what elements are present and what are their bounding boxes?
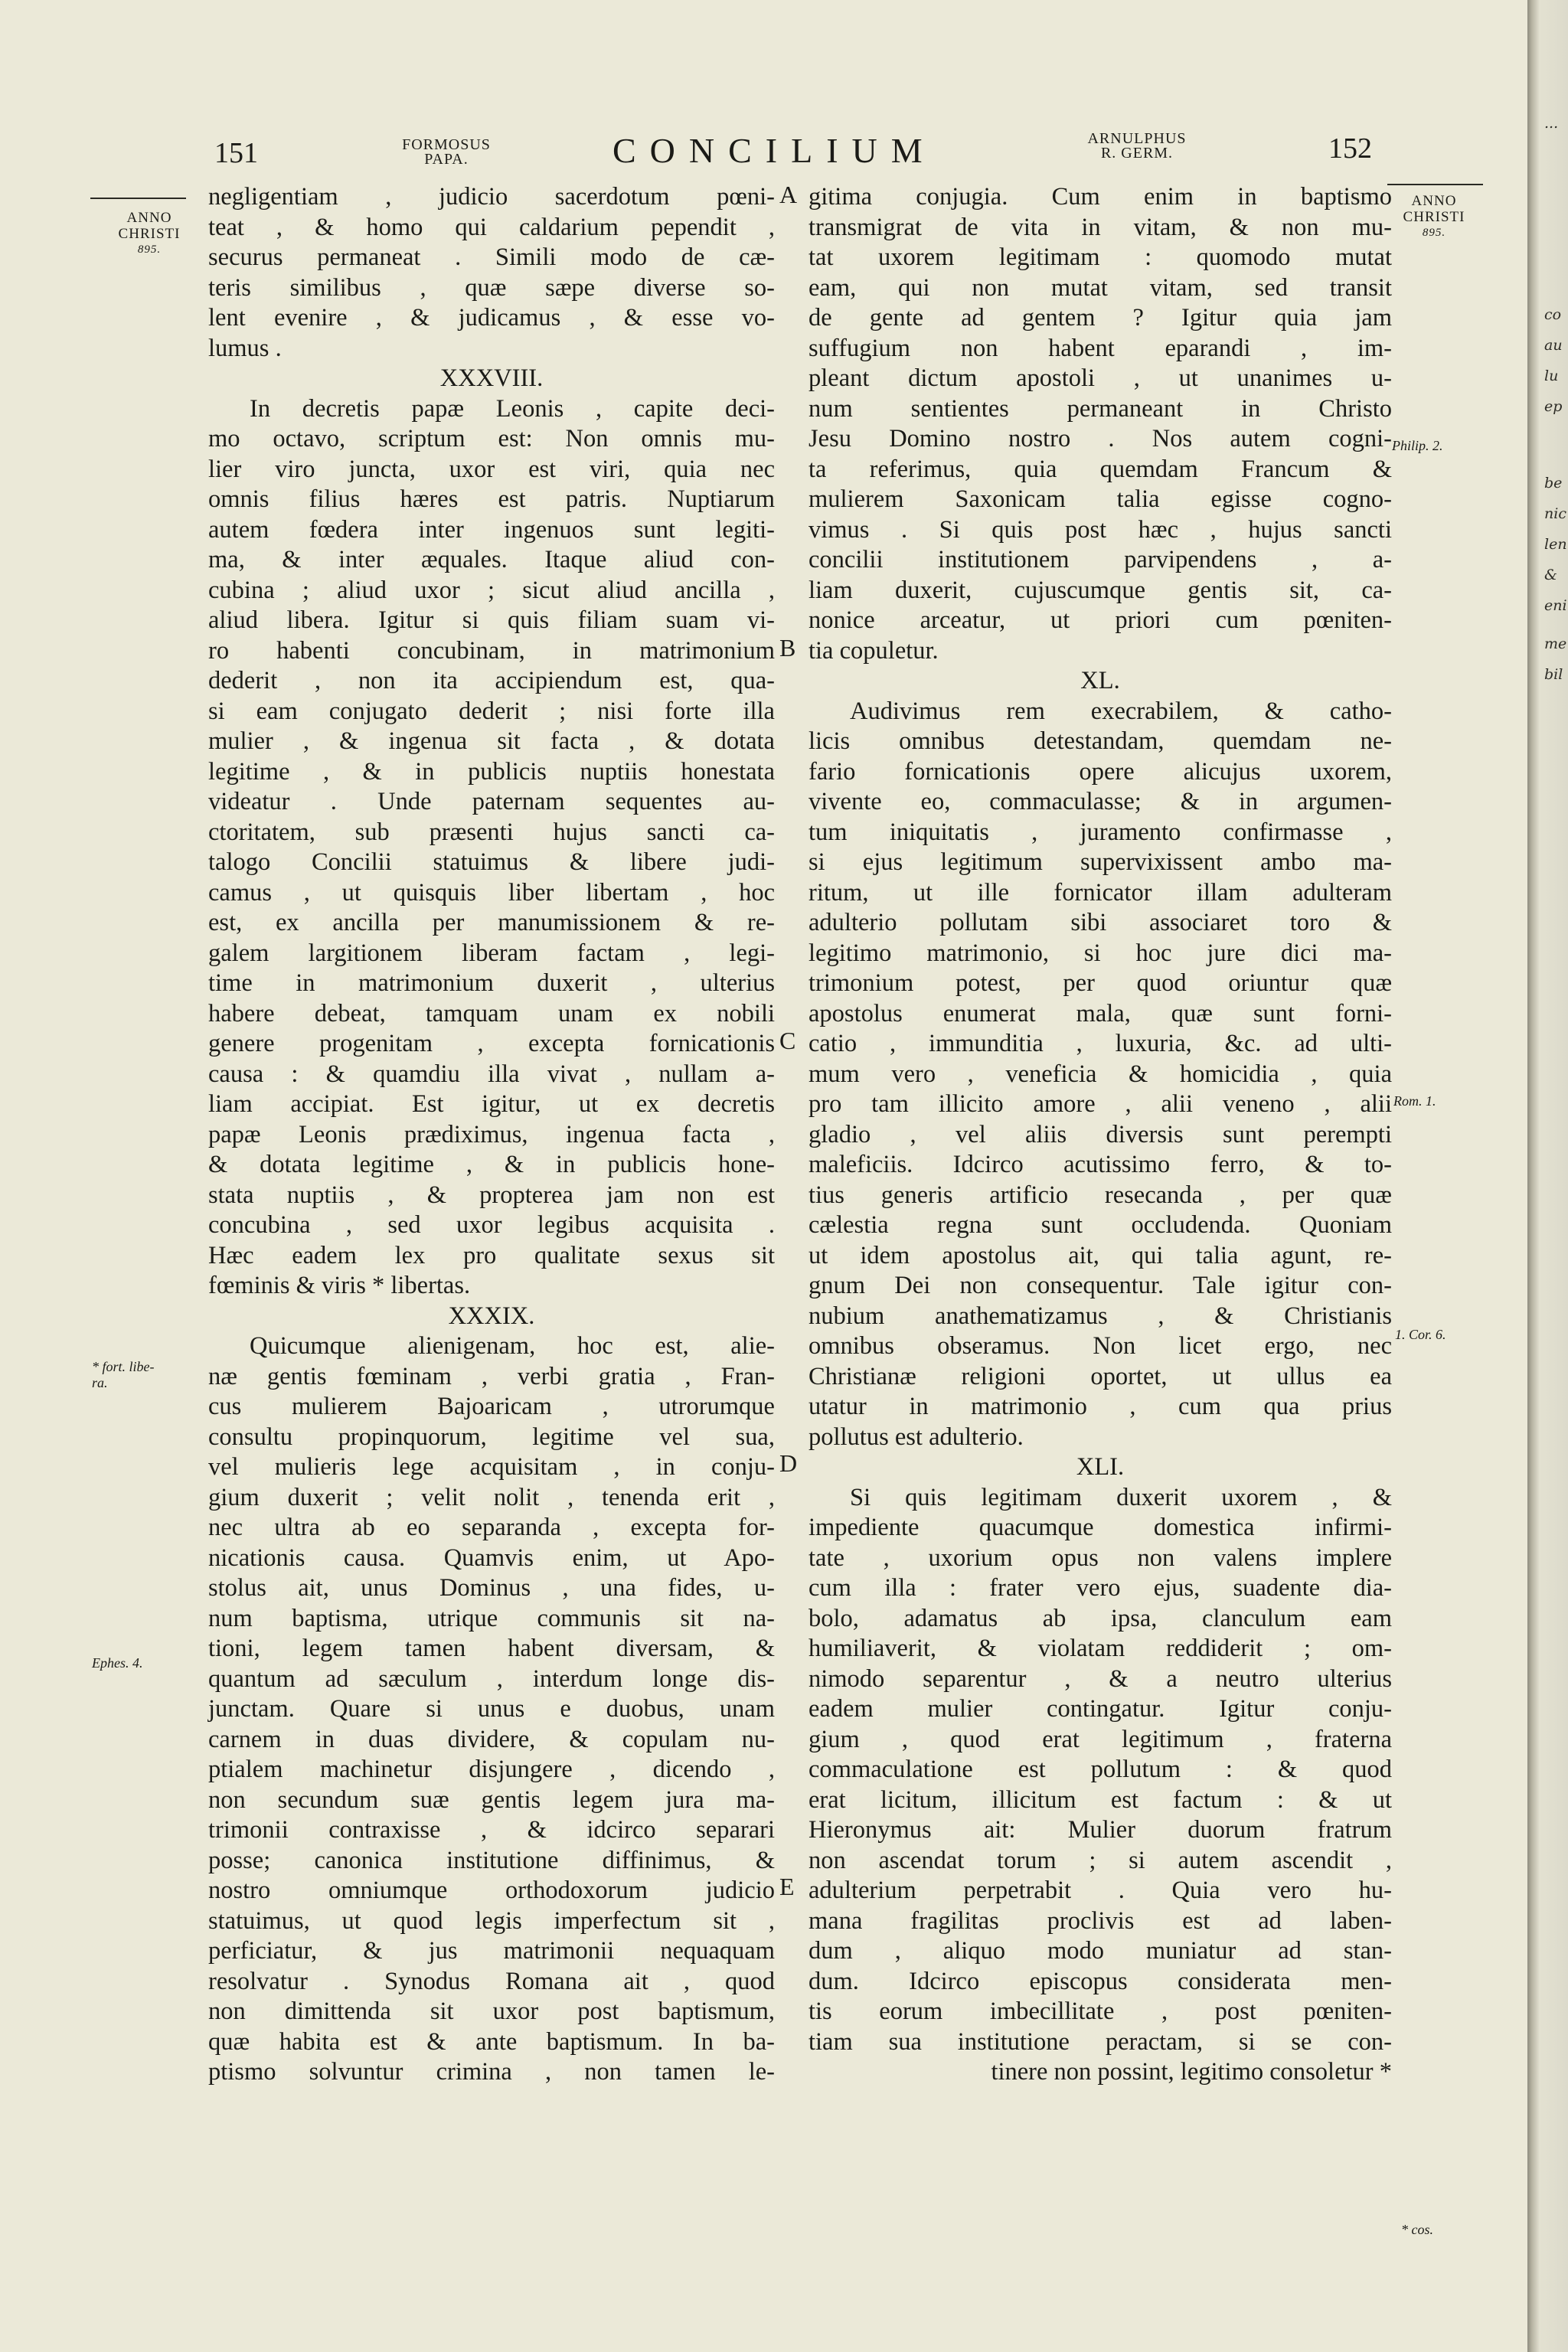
right-line: tis eorum imbecillitate , post pœniten- xyxy=(808,1998,1392,2025)
right-line: si ejus legitimum supervixissent ambo ma- xyxy=(808,848,1392,876)
right-line: adulterio pollutam sibi associaret toro & xyxy=(808,909,1392,936)
left-line: & dotata legitime , & in publicis hone- xyxy=(208,1151,775,1178)
edge-fragment: lu xyxy=(1544,368,1559,384)
left-anno-label: ANNO xyxy=(126,210,172,226)
left-line: securus permaneat . Simili modo de cæ- xyxy=(208,243,775,271)
right-page-number: 152 xyxy=(1328,132,1372,165)
chapter-heading-xxxix: XXXIX. xyxy=(448,1302,535,1330)
right-line: gnum Dei non consequentur. Tale igitur con- xyxy=(808,1272,1392,1299)
left-line: non dimittenda sit uxor post baptismum, xyxy=(208,1998,775,2025)
left-line: si eam conjugato dederit ; nisi forte illa xyxy=(208,697,775,725)
left-line: ctoritatem, sub præsenti hujus sancti ca- xyxy=(208,818,775,846)
section-letter-d: D xyxy=(779,1449,798,1477)
left-line: tioni, legem tamen habent diversam, & xyxy=(208,1635,775,1662)
left-line: mo octavo, scriptum est: Non omnis mu- xyxy=(208,425,775,452)
right-line: adulterium perpetrabit . Quia vero hu- xyxy=(808,1877,1392,1904)
section-letter-b: B xyxy=(779,634,796,662)
right-line: Audivimus rem execrabilem, & catho- xyxy=(850,697,1392,725)
right-line: liam duxerit, cujuscumque gentis sit, ca- xyxy=(808,576,1392,604)
edge-fragment: bil xyxy=(1544,666,1563,683)
left-note-fort xyxy=(92,1359,155,1391)
right-margin-rule xyxy=(1387,184,1483,185)
left-line: næ gentis fœminam , verbi gratia , Fran- xyxy=(208,1362,775,1390)
right-runner-line-1: ARNULPHUS xyxy=(1087,130,1187,147)
right-note-cor: 1. Cor. 6. xyxy=(1395,1327,1446,1342)
catchword: tinere non possint, legitimo consoletur * xyxy=(991,2058,1392,2086)
right-christi-label: CHRISTI xyxy=(1403,209,1465,225)
left-line: posse; canonica institutione diffinimus, & xyxy=(208,1846,775,1874)
left-line: carnem in duas dividere, & copulam nu- xyxy=(208,1725,775,1753)
left-line: vel mulieris lege acquisitam , in conju- xyxy=(208,1453,775,1481)
left-line: cus mulierem Bajoaricam , utrorumque xyxy=(208,1393,775,1420)
left-line: nicationis causa. Quamvis enim, ut Apo- xyxy=(208,1544,775,1572)
left-line: ma, & inter æquales. Itaque aliud con- xyxy=(208,546,775,573)
edge-fragment: eni xyxy=(1544,597,1567,614)
right-line: tate , uxorium opus non valens implere xyxy=(808,1544,1392,1572)
left-note-fort-line-2: ra. xyxy=(92,1375,108,1390)
right-line: de gente ad gentem ? Igitur quia jam xyxy=(808,304,1392,332)
left-line: nostro omniumque orthodoxorum judicio xyxy=(208,1877,775,1904)
right-line: eam, qui non mutat vitam, sed transit xyxy=(808,273,1392,302)
right-year: 895. xyxy=(1422,227,1446,239)
left-line: camus , ut quisquis liber libertam , hoc xyxy=(208,878,775,906)
right-line: suffugium non habent eparandi , im- xyxy=(808,334,1392,362)
right-line: tius generis artificio resecanda , per quæ xyxy=(808,1181,1392,1209)
edge-fragment: ep xyxy=(1544,398,1563,415)
left-line: gium duxerit ; velit nolit , tenenda erit , xyxy=(208,1483,775,1511)
left-line: teris similibus , quæ sæpe diverse so- xyxy=(208,273,775,302)
left-note-fort-line-1: * fort. libe- xyxy=(92,1359,155,1374)
right-line: impediente quacumque domestica infirmi- xyxy=(808,1514,1392,1541)
right-line: fario fornicationis opere alicujus uxorem, xyxy=(808,757,1392,786)
left-line: autem fœdera inter ingenuos sunt legiti- xyxy=(208,515,775,544)
left-line: Quicumque alienigenam, hoc est, alie- xyxy=(250,1332,775,1360)
left-line: perficiatur, & jus matrimonii nequaquam xyxy=(208,1937,775,1965)
right-line: cum illa : frater vero ejus, suadente dia- xyxy=(808,1574,1392,1602)
right-line: mum vero , veneficia & homicidia , quia xyxy=(808,1060,1392,1088)
left-line: galem largitionem liberam factam , legi- xyxy=(208,939,775,967)
right-line: ta referimus, quia quemdam Francum & xyxy=(808,455,1392,483)
left-year: 895. xyxy=(137,243,162,256)
left-line: concubina , sed uxor legibus acquisita . xyxy=(208,1211,775,1239)
left-line: negligentiam , judicio sacerdotum pœni- xyxy=(208,183,775,211)
left-line: stolus ait, unus Dominus , una fides, u- xyxy=(208,1574,775,1602)
right-note-rom: Rom. 1. xyxy=(1393,1093,1436,1109)
left-line: genere progenitam , excepta fornicationis xyxy=(208,1030,775,1057)
edge-fragment: au xyxy=(1544,337,1563,354)
right-line: erat licitum, illicitum est factum : & ut xyxy=(808,1785,1392,1814)
right-line: mana fragilitas proclivis est ad laben- xyxy=(808,1906,1392,1935)
right-line: nubium anathematizamus , & Christianis xyxy=(808,1302,1392,1330)
right-line: nonice arceatur, ut priori cum pœniten- xyxy=(808,606,1392,634)
left-line: legitime , & in publicis nuptiis honestata xyxy=(208,757,775,786)
left-margin-rule xyxy=(90,198,186,199)
right-line: transmigrat de vita in vitam, & non mu- xyxy=(808,213,1392,241)
left-line: non secundum suæ gentis legem jura ma- xyxy=(208,1785,775,1814)
left-note-ephes: Ephes. 4. xyxy=(92,1655,143,1671)
right-line: utatur in matrimonio , cum qua prius xyxy=(808,1393,1392,1420)
right-line: concilii institutionem parvipendens , a- xyxy=(808,546,1392,573)
left-line: causa : & quamdiu illa vivat , nullam a- xyxy=(208,1060,775,1088)
left-line: trimonii contraxisse , & idcirco separari xyxy=(208,1816,775,1844)
edge-fragment: be xyxy=(1544,475,1563,492)
right-line: Christianæ religioni oportet, ut ullus ea xyxy=(808,1362,1392,1390)
left-page-number: 151 xyxy=(214,137,258,169)
right-line: vivente eo, commaculasse; & in argumen- xyxy=(808,788,1392,815)
right-line: mulierem Saxonicam talia egisse cogno- xyxy=(808,485,1392,513)
right-line: omnibus obseramus. Non licet ergo, nec xyxy=(808,1332,1392,1360)
edge-fragment: len xyxy=(1544,536,1567,553)
left-line: aliud libera. Igitur si quis filiam suam vi- xyxy=(208,606,775,634)
right-line: bolo, adamatus ab ipsa, clanculum eam xyxy=(808,1604,1392,1632)
left-line: num baptisma, utrique communis sit na- xyxy=(208,1604,775,1632)
chapter-heading-xli: XLI. xyxy=(1076,1453,1125,1481)
right-anno-label: ANNO xyxy=(1411,193,1457,209)
right-line: Si quis legitimam duxerit uxorem , & xyxy=(850,1483,1392,1511)
left-line: statuimus, ut quod legis imperfectum sit , xyxy=(208,1906,775,1935)
left-line: dederit , non ita accipiendum est, qua- xyxy=(208,667,775,694)
left-running-head xyxy=(381,138,511,167)
right-line: Hieronymus ait: Mulier duorum fratrum xyxy=(808,1816,1392,1844)
right-line: apostolus enumerat mala, quæ sunt forni- xyxy=(808,999,1392,1027)
right-line: nimodo separentur , & a neutro ulterius xyxy=(808,1664,1392,1693)
left-line: habere debeat, tamquam unam ex nobili xyxy=(208,999,775,1027)
right-line: maleficiis. Idcirco acutissimo ferro, & to- xyxy=(808,1151,1392,1178)
right-line: catio , immunditia , luxuria, &c. ad ulti- xyxy=(808,1030,1392,1057)
left-line: omnis filius hæres est patris. Nuptiarum xyxy=(208,485,775,513)
left-line: Hæc eadem lex pro qualitate sexus sit xyxy=(208,1241,775,1269)
left-line: consultu propinquorum, legitime vel sua, xyxy=(208,1423,775,1451)
left-line: ptismo solvuntur crimina , non tamen le- xyxy=(208,2058,775,2086)
right-line: legitimo matrimonio, si hoc jure dici ma- xyxy=(808,939,1392,967)
right-running-head xyxy=(1064,132,1210,161)
right-line: non ascendat torum ; si autem ascendit , xyxy=(808,1846,1392,1874)
right-line: pro tam illicito amore , alii veneno , alii xyxy=(808,1090,1392,1118)
right-line: pleant dictum apostoli , ut unanimes u- xyxy=(808,364,1392,392)
edge-fragment: me xyxy=(1544,635,1567,652)
right-line: cælestia regna sunt occludenda. Quoniam xyxy=(808,1211,1392,1239)
left-anno-christi xyxy=(107,210,191,258)
edge-fragment: nic xyxy=(1544,505,1566,522)
left-line: lier viro juncta, uxor est viri, quia nec xyxy=(208,455,775,483)
right-line: num sentientes permaneant in Christo xyxy=(808,394,1392,423)
left-line: stata nuptiis , & propterea jam non est xyxy=(208,1181,775,1209)
facing-page-edge xyxy=(1527,0,1568,2352)
left-line: quantum ad sæculum , interdum longe dis- xyxy=(208,1664,775,1693)
left-line: resolvatur . Synodus Romana ait , quod xyxy=(208,1967,775,1995)
left-line: nec ultra ab eo separanda , excepta for- xyxy=(208,1514,775,1541)
right-line: vimus . Si quis post hæc , hujus sancti xyxy=(808,515,1392,544)
right-line: licis omnibus detestandam, quemdam ne- xyxy=(808,727,1392,755)
right-runner-line-2: R. GERM. xyxy=(1100,145,1174,162)
page-title: CONCILIUM xyxy=(612,131,936,170)
right-line: tiam sua institutione peractam, si se con- xyxy=(808,2027,1392,2056)
right-line: eadem mulier contingatur. Igitur conju- xyxy=(808,1695,1392,1723)
left-runner-line-2: PAPA. xyxy=(424,151,469,168)
left-line: cubina ; aliud uxor ; sicut aliud ancilla , xyxy=(208,576,775,604)
right-line: dum. Idcirco episcopus considerata men- xyxy=(808,1967,1392,1995)
left-line: videatur . Unde paternam sequentes au- xyxy=(208,788,775,815)
left-line: lent evenire , & judicamus , & esse vo- xyxy=(208,304,775,332)
left-line: quæ habita est & ante baptismum. In ba- xyxy=(208,2027,775,2056)
right-note-cos: * cos. xyxy=(1401,2222,1433,2237)
left-line: ro habenti concubinam, in matrimonium xyxy=(208,636,775,665)
left-christi-label: CHRISTI xyxy=(118,226,181,242)
left-line: time in matrimonium duxerit , ulterius xyxy=(208,969,775,997)
left-line: liam accipiat. Est igitur, ut ex decretis xyxy=(208,1090,775,1118)
right-note-philip: Philip. 2. xyxy=(1392,438,1443,453)
chapter-heading-xxxviii: XXXVIII. xyxy=(439,364,544,392)
section-letter-e: E xyxy=(779,1873,795,1900)
left-line: papæ Leonis prædiximus, ingenua facta , xyxy=(208,1120,775,1148)
left-line: talogo Concilii statuimus & libere judi- xyxy=(208,848,775,876)
section-letter-c: C xyxy=(779,1027,796,1054)
section-letter-a: A xyxy=(779,181,798,208)
left-line: junctam. Quare si unus e duobus, unam xyxy=(208,1695,775,1723)
right-line: tia copuletur. xyxy=(808,636,939,665)
edge-fragment: & xyxy=(1544,567,1557,583)
right-line: Jesu Domino nostro . Nos autem cogni- xyxy=(808,425,1392,452)
right-line: commaculatione est pollutum : & quod xyxy=(808,1756,1392,1783)
left-line: fœminis & viris * libertas. xyxy=(208,1272,471,1299)
right-line: gitima conjugia. Cum enim in baptismo xyxy=(808,183,1392,211)
right-line: tat uxorem legitimam : quomodo mutat xyxy=(808,243,1392,271)
left-line: est, ex ancilla per manumissionem & re- xyxy=(208,909,775,936)
right-line: gladio , vel aliis diversis sunt perempti xyxy=(808,1120,1392,1148)
right-line: tum iniquitatis , juramento confirmasse , xyxy=(808,818,1392,846)
left-line: mulier , & ingenua sit facta , & dotata xyxy=(208,727,775,755)
right-line: dum , aliquo modo muniatur ad stan- xyxy=(808,1937,1392,1965)
right-line: gium , quod erat legitimum , fraterna xyxy=(808,1725,1392,1753)
right-anno-christi xyxy=(1392,193,1476,241)
left-line: teat , & homo qui caldarium pependit , xyxy=(208,213,775,241)
edge-fragment: ... xyxy=(1544,115,1559,132)
right-line: ritum, ut ille fornicator illam adulteram xyxy=(808,878,1392,906)
chapter-heading-xl: XL. xyxy=(1080,667,1120,694)
left-line: ptialem machinetur disjungere , dicendo , xyxy=(208,1756,775,1783)
right-line: humiliaverit, & violatam reddiderit ; om- xyxy=(808,1635,1392,1662)
left-line: In decretis papæ Leonis , capite deci- xyxy=(250,394,775,423)
right-line: ut idem apostolus ait, qui talia agunt, re- xyxy=(808,1241,1392,1269)
edge-fragment: co xyxy=(1544,306,1562,323)
right-text-column xyxy=(808,182,1392,2088)
left-text-column xyxy=(208,182,775,2088)
right-line: trimonium potest, per quod oriuntur quæ xyxy=(808,969,1392,997)
right-line: pollutus est adulterio. xyxy=(808,1423,1024,1451)
left-line: lumus . xyxy=(208,334,282,362)
left-runner-line-1: FORMOSUS xyxy=(402,136,491,153)
